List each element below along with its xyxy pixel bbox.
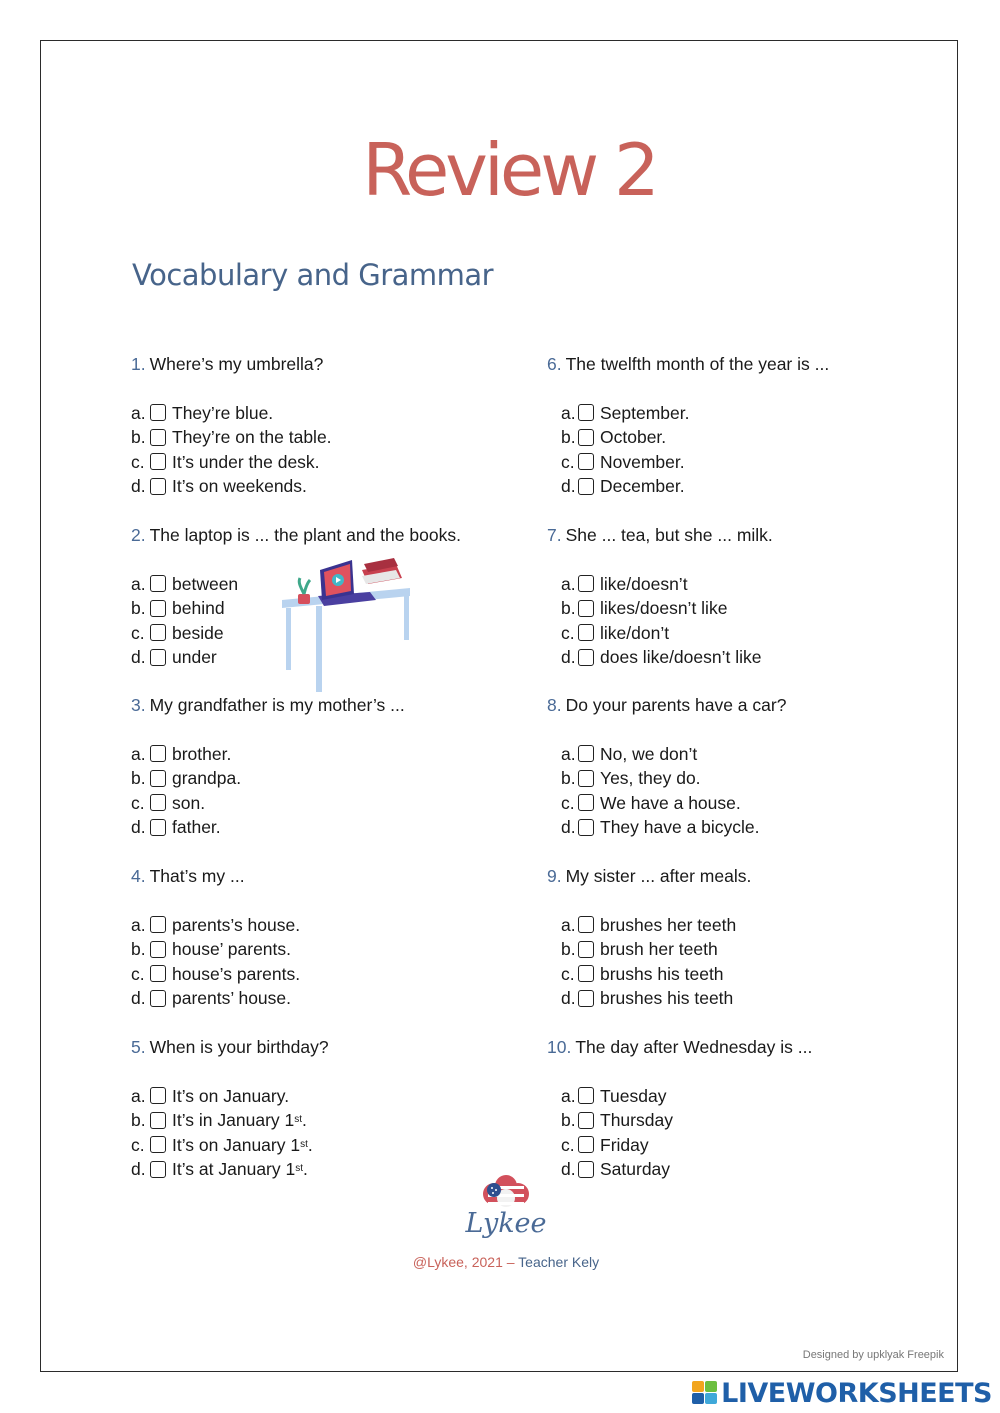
option-text: It’s under the desk. [172,451,320,472]
desk-laptop-illustration [278,556,418,692]
option-letter: b. [561,598,576,618]
question-number: 5. [131,1037,146,1057]
option-punctuation: . [303,1159,308,1179]
option-text: brushes her teeth [600,914,737,935]
credit-owner: @Lykee, 2021 – [412,1254,519,1270]
answer-option [131,450,332,475]
option-letter: a. [561,402,576,423]
option-text: parents’s house. [172,914,301,935]
answer-option [561,913,751,938]
option-letter: a. [561,573,576,594]
question-text [131,352,332,377]
question-prompt: When is your birthday? [149,1037,329,1057]
option-letter: c. [131,622,145,643]
question-prompt: The laptop is ... the plant and the books. [149,525,461,545]
option-letter: b. [131,768,146,788]
question-5 [131,1035,329,1182]
question-6 [547,352,829,499]
option-text: under [172,647,217,667]
answer-option [561,791,786,816]
answer-checkbox[interactable] [578,1136,594,1153]
answer-option [561,474,829,499]
answer-option [131,474,332,499]
option-letter: a. [131,573,146,594]
option-text: beside [172,622,224,643]
answer-checkbox[interactable] [150,794,166,811]
question-number: 4. [131,866,146,886]
answer-checkbox[interactable] [578,770,594,787]
question-prompt: The twelfth month of the year is ... [565,354,830,374]
answer-checkbox[interactable] [578,745,594,762]
answer-checkbox[interactable] [150,1161,166,1178]
answer-option [131,425,332,450]
answer-option [561,572,773,597]
options-list [547,572,773,670]
option-text: It’s on January. [172,1085,290,1106]
answer-option [561,621,773,646]
option-letter: d. [561,988,576,1008]
question-number: 10. [547,1037,572,1057]
question-text [547,352,829,377]
option-text: like/don’t [600,622,670,643]
answer-checkbox[interactable] [578,429,594,446]
question-4 [131,864,300,1011]
question-number: 2. [131,525,146,545]
option-letter: b. [561,427,576,447]
option-letter: a. [561,914,576,935]
answer-checkbox[interactable] [150,941,166,958]
answer-checkbox[interactable] [578,965,594,982]
logo-name: Lykee [465,1208,547,1239]
option-text: They’re on the table. [172,427,332,447]
answer-option [561,1133,812,1158]
answer-checkbox[interactable] [578,916,594,933]
answer-checkbox[interactable] [578,453,594,470]
answer-checkbox[interactable] [150,770,166,787]
option-letter: c. [561,622,575,643]
option-punctuation: . [302,1110,307,1130]
option-text: Thursday [600,1110,673,1130]
question-number: 8. [547,695,562,715]
option-text: behind [172,598,225,618]
option-letter: c. [561,1134,575,1155]
answer-checkbox[interactable] [578,404,594,421]
question-number: 9. [547,866,562,886]
question-3 [131,693,405,840]
question-prompt: The day after Wednesday is ... [575,1037,813,1057]
option-text: October. [600,427,667,447]
answer-checkbox[interactable] [578,624,594,641]
answer-option [131,766,405,791]
options-list [547,913,751,1011]
option-letter: d. [131,817,146,837]
option-text: brushs his teeth [600,963,724,984]
option-text: Yes, they do. [600,768,701,788]
option-letter: c. [561,963,575,984]
option-letter: c. [561,792,575,813]
answer-checkbox[interactable] [150,1112,166,1129]
question-10 [547,1035,812,1182]
option-letter: c. [561,451,575,472]
option-letter: a. [561,1085,576,1106]
question-prompt: My sister ... after meals. [565,866,752,886]
answer-option [561,401,829,426]
options-list [131,401,332,499]
option-text: son. [172,792,206,813]
answer-option [561,596,773,621]
question-prompt: That’s my ... [149,866,245,886]
question-text [547,693,786,718]
designed-by-note: Designed by upklyak Freepik [802,1349,944,1361]
answer-checkbox[interactable] [150,575,166,592]
option-text: Friday [600,1134,649,1155]
answer-option: b. It’s in January 1 st . [131,1108,329,1133]
option-text: brother. [172,743,232,764]
answer-option [561,986,751,1011]
credit-line [0,1254,1000,1270]
option-letter: d. [131,988,146,1008]
answer-checkbox[interactable] [150,916,166,933]
question-1 [131,352,332,499]
option-text: It’s on January 1 [172,1134,301,1155]
answer-checkbox[interactable] [150,819,166,836]
answer-checkbox[interactable] [150,1136,166,1153]
option-text: does like/doesn’t like [600,647,762,667]
option-letter: b. [131,427,146,447]
question-9 [547,864,751,1011]
question-prompt: Do your parents have a car? [565,695,787,715]
options-list [547,742,786,840]
option-text: December. [600,476,685,496]
answer-checkbox[interactable] [578,941,594,958]
answer-checkbox[interactable] [150,429,166,446]
option-text: brushes his teeth [600,988,734,1008]
question-number: 7. [547,525,562,545]
answer-option [131,401,332,426]
answer-checkbox[interactable] [578,649,594,666]
option-letter: d. [561,817,576,837]
answer-option [131,937,300,962]
option-text: We have a house. [600,792,741,813]
answer-checkbox[interactable] [578,1161,594,1178]
option-text: like/doesn’t [600,573,688,594]
option-letter: a. [131,402,146,423]
answer-option [561,425,829,450]
question-8 [547,693,786,840]
options-list [131,913,300,1011]
question-text [547,523,773,548]
option-text: likes/doesn’t like [600,598,728,618]
option-letter: a. [131,1085,146,1106]
question-text [547,864,751,889]
option-punctuation: . [307,1134,313,1155]
question-prompt: She ... tea, but she ... milk. [565,525,773,545]
answer-checkbox[interactable] [150,404,166,421]
option-text: Tuesday [600,1085,667,1106]
answer-option [561,962,751,987]
option-text: brush her teeth [600,939,718,959]
option-letter: d. [131,1159,146,1179]
liveworksheets-logo-icon [692,1381,718,1405]
option-letter: b. [131,1110,146,1130]
credit-teacher: Teacher Kely [518,1254,600,1270]
question-text [547,1035,812,1060]
option-letter: b. [131,939,146,959]
answer-checkbox[interactable] [578,575,594,592]
answer-checkbox[interactable] [150,745,166,762]
answer-checkbox[interactable] [150,624,166,641]
answer-option [561,766,786,791]
option-letter: c. [131,963,145,984]
answer-option [131,1084,329,1109]
answer-checkbox[interactable] [578,819,594,836]
options-list [547,401,829,499]
option-letter: d. [131,647,146,667]
answer-checkbox[interactable] [578,1112,594,1129]
question-number: 3. [131,695,146,715]
answer-checkbox[interactable] [578,600,594,617]
question-number: 6. [547,354,562,374]
answer-checkbox[interactable] [150,478,166,495]
answer-option [131,815,405,840]
option-text: house’s parents. [172,963,301,984]
option-letter: d. [561,1159,576,1179]
option-text: No, we don’t [600,743,698,764]
answer-option: d. It’s at January 1 st . [131,1157,329,1182]
answer-checkbox[interactable] [150,990,166,1007]
answer-option [131,791,405,816]
answer-option [561,1157,812,1182]
answer-checkbox[interactable] [578,478,594,495]
answer-option [131,962,300,987]
answer-checkbox[interactable] [150,965,166,982]
question-7 [547,523,773,670]
option-text: They’re blue. [172,402,274,423]
answer-checkbox[interactable] [578,794,594,811]
option-letter: b. [561,768,576,788]
answer-checkbox[interactable] [150,1087,166,1104]
liveworksheets-brand[interactable] [692,1376,992,1410]
option-text: house’ parents. [172,939,292,959]
option-letter: a. [561,743,576,764]
question-text [131,864,300,889]
section-title: Vocabulary and Grammar [132,258,494,292]
answer-option [561,937,751,962]
brand-text: LIVEWORKSHEETS [721,1377,992,1409]
option-letter: c. [131,792,145,813]
option-text: November. [600,451,685,472]
option-text: It’s in January 1 [172,1110,295,1130]
option-text: between [172,573,239,594]
answer-checkbox[interactable] [150,649,166,666]
question-text [131,693,405,718]
question-text [131,1035,329,1060]
option-letter: d. [131,476,146,496]
answer-option: c. It’s on January 1 st . [131,1133,329,1158]
answer-option [561,815,786,840]
answer-option [131,742,405,767]
option-text: They have a bicycle. [600,817,760,837]
question-text [131,523,461,548]
question-prompt: Where’s my umbrella? [149,354,324,374]
option-letter: c. [131,1134,145,1155]
option-text: September. [600,402,690,423]
answer-option [561,450,829,475]
page-title: Review 2 [362,128,656,212]
option-text: It’s at January 1 [172,1159,296,1179]
answer-checkbox[interactable] [150,453,166,470]
answer-checkbox[interactable] [578,990,594,1007]
options-list [131,742,405,840]
answer-option [561,1108,812,1133]
question-number: 1. [131,354,146,374]
option-text: It’s on weekends. [172,476,307,496]
option-letter: d. [561,476,576,496]
question-prompt: My grandfather is my mother’s ... [149,695,405,715]
answer-option [561,1084,812,1109]
options-list [131,1084,329,1182]
option-letter: b. [561,939,576,959]
answer-checkbox[interactable] [578,1087,594,1104]
option-letter: a. [131,743,146,764]
option-letter: b. [561,1110,576,1130]
options-list [547,1084,812,1182]
option-letter: d. [561,647,576,667]
option-text: grandpa. [172,768,242,788]
option-letter: a. [131,914,146,935]
answer-option [131,986,300,1011]
answer-option [561,742,786,767]
option-letter: b. [131,598,146,618]
answer-checkbox[interactable] [150,600,166,617]
option-text: father. [172,817,221,837]
option-text: Saturday [600,1159,671,1179]
option-text: parents’ house. [172,988,292,1008]
answer-option [131,913,300,938]
option-letter: c. [131,451,145,472]
answer-option [561,645,773,670]
